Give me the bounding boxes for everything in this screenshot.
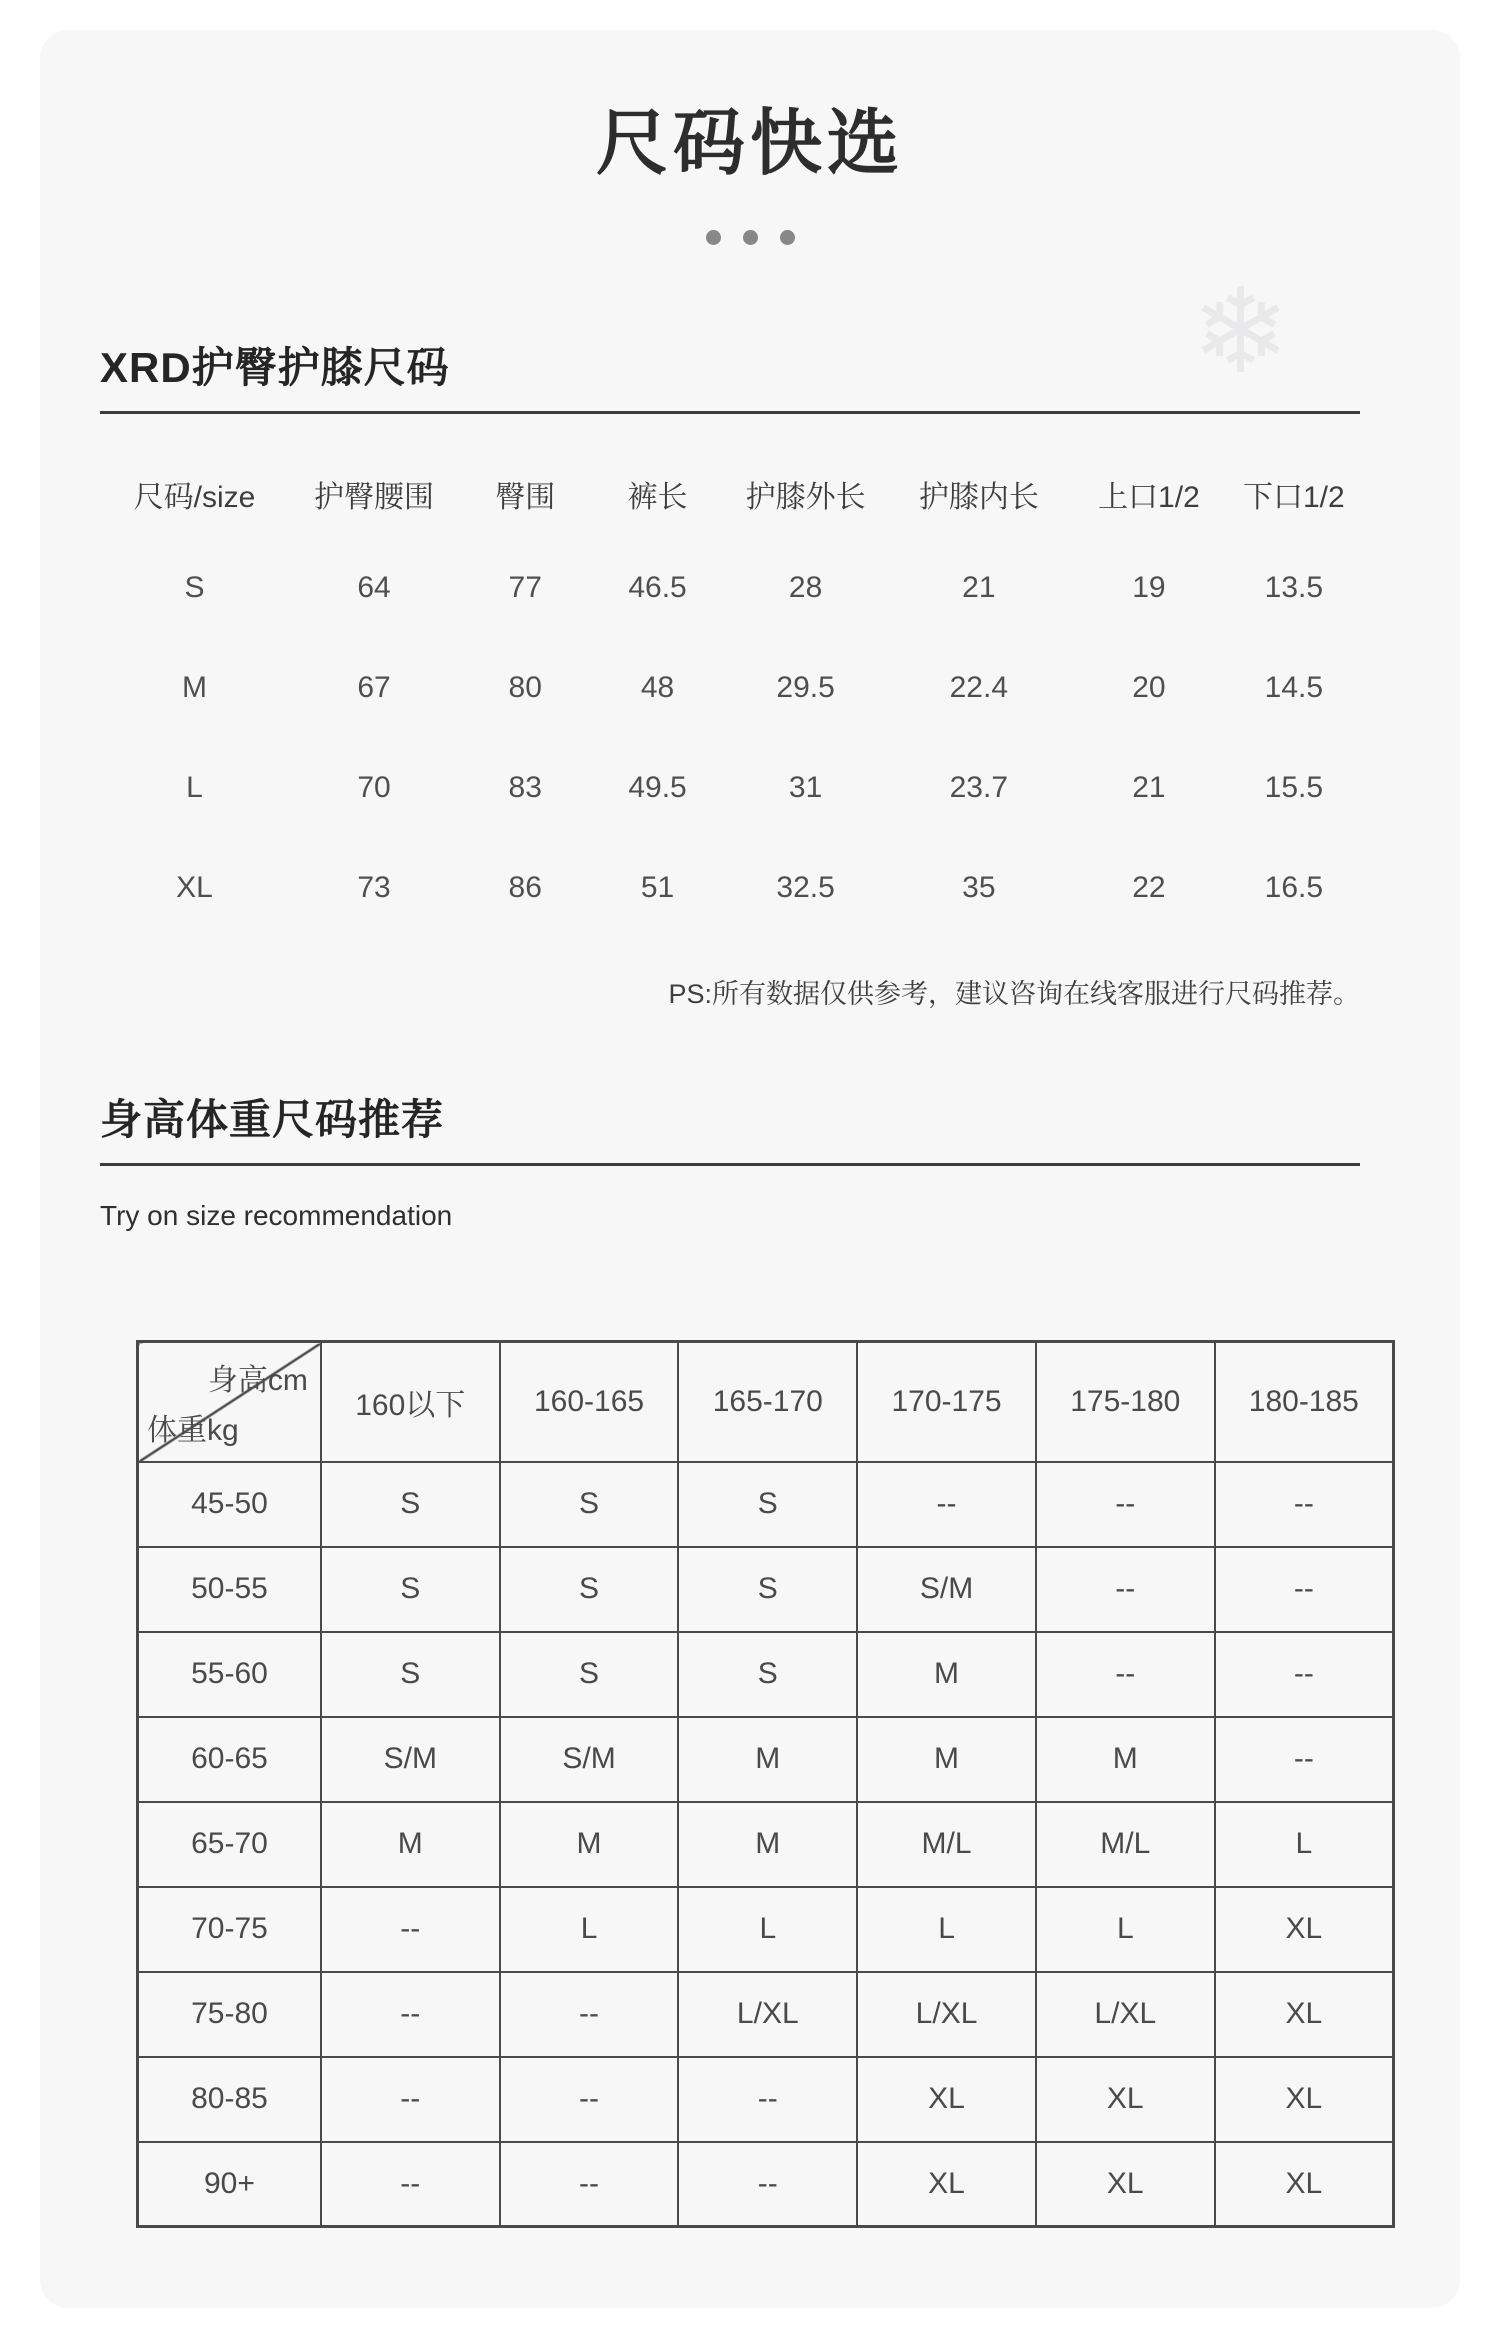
measurement-cell: 86 [508,871,542,904]
measurement-cell: 28 [788,571,823,604]
reco-cell: M [857,1717,1036,1802]
reco-cell: XL [857,2142,1036,2227]
reco-cell: L/XL [678,1972,857,2057]
reco-cell: -- [500,1972,679,2057]
size-label-cell: S [184,571,205,604]
measurement-cell: 64 [357,571,391,604]
size-spec-table [100,440,1360,938]
measurement-cell: 23.7 [949,771,1009,804]
reco-cell: M [678,1717,857,1802]
reco-cell: XL [1215,1887,1394,1972]
size-label-cell: M [182,671,207,704]
column-header: 下口1/2 [1242,481,1345,514]
table-row [138,1802,1394,1887]
reco-cell: L/XL [857,1972,1036,2057]
height-weight-reco-table [136,1340,1395,2228]
reco-cell: XL [1215,2142,1394,2227]
reco-cell: -- [321,1887,500,1972]
measurement-cell: 14.5 [1264,671,1324,704]
reco-section-header [100,1087,1360,1147]
reco-cell: S [321,1462,500,1547]
table-row [100,638,1360,738]
measurement-cell: 21 [962,571,996,604]
column-header: 尺码/size [133,481,256,514]
measurement-cell: 67 [357,671,391,704]
column-header: 上口1/2 [1098,481,1200,514]
table-row [138,1632,1394,1717]
measurement-cell: 29.5 [776,671,835,704]
height-range-header: 160-165 [500,1342,679,1462]
reco-cell: S [678,1632,857,1717]
reco-cell: -- [321,2057,500,2142]
ellipsis-dots-icon [100,230,1400,245]
reco-cell: L [678,1887,857,1972]
table-header-row [100,440,1360,538]
column-header: 裤长 [627,481,688,514]
measurement-cell: 48 [640,671,675,704]
reco-section-title: 身高体重尺码推荐 [100,1096,445,1143]
table-row [138,2142,1394,2227]
reco-cell: S/M [857,1547,1036,1632]
reco-cell: S [500,1632,679,1717]
reco-cell: M [1036,1717,1215,1802]
page-title: 尺码快选 [595,104,904,184]
reco-cell: S [321,1632,500,1717]
measurement-cell: 21 [1132,771,1166,804]
table-row [138,2057,1394,2142]
column-header: 护臀腰围 [314,481,435,514]
height-range-header: 175-180 [1036,1342,1215,1462]
height-axis-label: 身高cm [207,1364,308,1397]
table-row [138,1547,1394,1632]
section-divider [100,1163,1360,1166]
measurement-cell: 35 [962,871,996,904]
measurement-cell: 83 [508,771,542,804]
measurement-cell: 49.5 [628,771,687,804]
reco-cell: S [678,1462,857,1547]
reco-cell: S [500,1547,679,1632]
table-header-row [138,1342,1394,1462]
reco-cell: -- [1036,1462,1215,1547]
size-label-cell: L [186,771,203,804]
reco-cell: XL [1036,2057,1215,2142]
reco-cell: S [321,1547,500,1632]
reco-cell: -- [1215,1462,1394,1547]
reco-cell: M/L [1036,1802,1215,1887]
measurement-cell: 73 [357,871,391,904]
reco-cell: -- [678,2057,857,2142]
reco-cell: L [1036,1887,1215,1972]
reco-cell: -- [1036,1547,1215,1632]
reco-cell: L [857,1887,1036,1972]
measurement-cell: 22 [1132,871,1166,904]
spec-section-title: XRD护臀护膝尺码 [100,344,450,391]
reco-cell: L [1215,1802,1394,1887]
snowflake-icon: ❄ [1191,266,1290,398]
measurement-cell: 70 [357,771,391,804]
reco-cell: M [857,1632,1036,1717]
measurement-cell: 16.5 [1264,871,1324,904]
measurement-cell: 32.5 [776,871,835,904]
reco-cell: -- [1215,1547,1394,1632]
reco-cell: -- [500,2057,679,2142]
measurement-cell: 19 [1132,571,1166,604]
reco-cell: -- [1215,1717,1394,1802]
reco-cell: -- [321,2142,500,2227]
reco-cell: -- [500,2142,679,2227]
reco-cell: -- [1215,1632,1394,1717]
reco-cell: L [500,1887,679,1972]
reco-cell: M [678,1802,857,1887]
table-row [100,538,1360,638]
reco-cell: L/XL [1036,1972,1215,2057]
reco-cell: S/M [500,1717,679,1802]
measurement-cell: 13.5 [1264,571,1324,604]
measurement-cell: 46.5 [628,571,687,604]
measurement-cell: 15.5 [1264,771,1324,804]
reco-cell: -- [678,2142,857,2227]
reco-cell: M/L [857,1802,1036,1887]
reco-cell: XL [857,2057,1036,2142]
reco-cell: XL [1036,2142,1215,2227]
reco-cell: -- [1036,1632,1215,1717]
measurement-cell: 31 [788,771,823,804]
size-label-cell: XL [176,871,213,904]
weight-range-label: 60-65 [138,1717,321,1802]
weight-axis-label: 体重kg [147,1413,239,1447]
weight-range-label: 75-80 [138,1972,321,2057]
reco-cell: -- [857,1462,1036,1547]
column-header: 护膝内长 [918,481,1039,514]
measurement-cell: 51 [640,871,675,904]
reco-cell: S/M [321,1717,500,1802]
reco-cell: XL [1215,2057,1394,2142]
spec-section-header [100,266,1360,398]
weight-range-label: 90+ [138,2142,321,2227]
dot-icon [780,230,795,245]
height-range-header: 165-170 [678,1342,857,1462]
reco-cell: M [321,1802,500,1887]
table-row [100,738,1360,838]
height-range-header: 160以下 [321,1342,500,1462]
table-row [100,838,1360,938]
weight-range-label: 80-85 [138,2057,321,2142]
column-header: 护膝外长 [745,481,866,514]
table-row [138,1972,1394,2057]
reco-cell: XL [1215,1972,1394,2057]
measurement-cell: 80 [508,671,542,704]
dot-icon [743,230,758,245]
reco-cell: S [678,1547,857,1632]
measurement-cell: 22.4 [949,671,1009,704]
height-range-header: 180-185 [1215,1342,1394,1462]
measurement-cell: 20 [1132,671,1166,704]
reco-cell: M [500,1802,679,1887]
weight-range-label: 50-55 [138,1547,321,1632]
dot-icon [706,230,721,245]
weight-range-label: 55-60 [138,1632,321,1717]
corner-cell [138,1342,321,1462]
column-header: 臀围 [495,481,556,514]
height-range-header: 170-175 [857,1342,1036,1462]
weight-range-label: 70-75 [138,1887,321,1972]
disclaimer-note: PS:所有数据仅供参考，建议咨询在线客服进行尺码推荐。 [668,979,1360,1009]
section-divider [100,411,1360,414]
table-row [138,1462,1394,1547]
weight-range-label: 65-70 [138,1802,321,1887]
reco-cell: -- [321,1972,500,2057]
weight-range-label: 45-50 [138,1462,321,1547]
table-row [138,1717,1394,1802]
size-guide-card [40,30,1460,2308]
table-row [138,1887,1394,1972]
measurement-cell: 77 [508,571,542,604]
reco-section-subtitle: Try on size recommendation [100,1200,453,1231]
reco-cell: S [500,1462,679,1547]
